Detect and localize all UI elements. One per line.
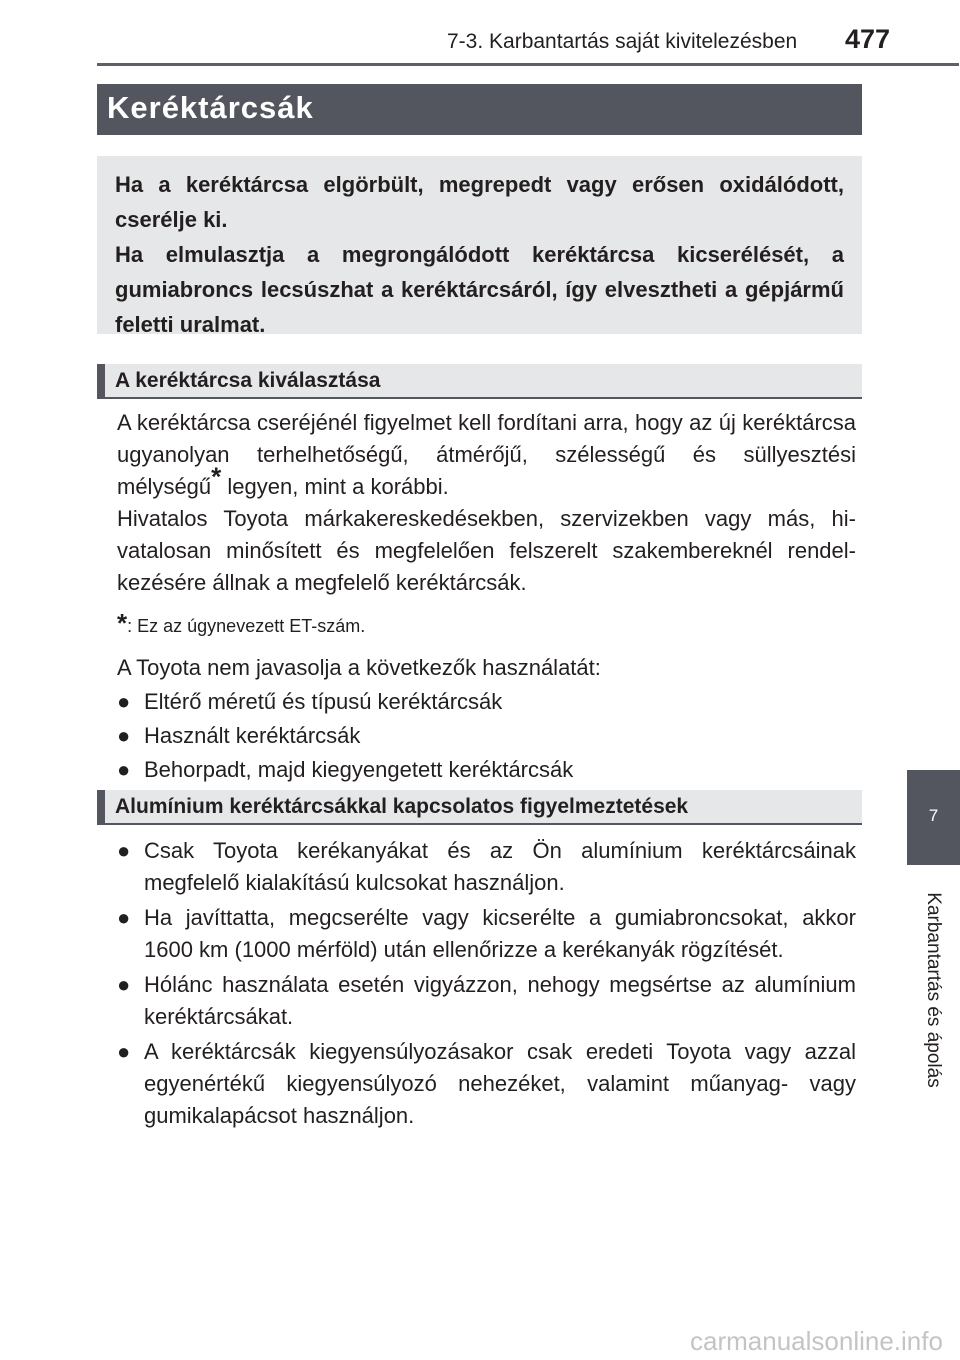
- footnote: [117, 607, 856, 642]
- header-section-title: 7-3. Karbantartás saját kivitelezésben: [447, 30, 798, 53]
- bullet-icon: ●: [117, 838, 131, 863]
- bullet-icon: ●: [117, 757, 131, 782]
- bullet-icon: ●: [117, 972, 131, 997]
- section-heading-wheel-selection: A keréktárcsa kiválasztása: [97, 364, 862, 399]
- list-item-text: A keréktárcsák kiegyensúlyozásakor csak eredeti Toyota vagy azzal egyenértékű kiegyensúlyozó nehezéket, valamint műanyag- vagy gumikalapácsot használjon.: [144, 1039, 856, 1128]
- list-item: [117, 1036, 856, 1132]
- list-item: [117, 969, 856, 1033]
- footnote-text: : Ez az úgynevezett ET-szám.: [127, 616, 366, 636]
- bullet-icon: ●: [117, 1039, 131, 1064]
- page-title: Keréktárcsák: [97, 84, 862, 135]
- list-item-text: Használt keréktárcsák: [144, 723, 361, 748]
- list-item-text: Hólánc használata esetén vigyázzon, nehogy megsértse az alumínium keréktárcsákat.: [144, 972, 856, 1029]
- paragraph-selection: [117, 407, 856, 503]
- header-divider: [97, 63, 959, 66]
- bullet-icon: ●: [117, 905, 131, 930]
- list-item-text: Ha javíttatta, megcserélte vagy kicserélte a gumiabroncsokat, akkor 1600 km (1000 mérföld) után ellenőrizze a kerékanyák rögzítését.: [144, 905, 856, 962]
- section-heading-aluminium-warnings: Alumínium keréktárcsákkal kapcsolatos figyelmeztetések: [97, 790, 862, 825]
- list-item-text: Csak Toyota kerékanyákat és az Ön alumínium keréktárcsáinak megfelelő kialakítású kulcsokat használjon.: [144, 838, 856, 895]
- list-item: [117, 686, 856, 718]
- list-item: [117, 902, 856, 966]
- chapter-tab: 7: [907, 770, 960, 865]
- asterisk-marker: *: [211, 461, 222, 492]
- section2-body: [117, 835, 856, 1132]
- footnote-asterisk: *: [117, 608, 128, 638]
- paragraph-selection-end: legyen, mint a korábbi.: [221, 474, 449, 499]
- warning-box: [97, 156, 862, 337]
- warning-text-1: Ha a keréktárcsa elgörbült, megrepedt vagy erősen oxidálódott, cserélje ki.: [115, 172, 844, 232]
- page-number: 477: [845, 24, 891, 54]
- paragraph-dealers: Hivatalos Toyota márkakereskedésekben, szervizekben vagy más, hivatalosan minősített és megfelelően felszerelt szakembereknél rendelkezésére állnak a megfelelő keréktárcsák.: [117, 506, 856, 595]
- paragraph-selection-text: A keréktárcsa cseréjénél figyelmet kell fordítani arra, hogy az új keréktárcsa ugyanolyan terhelhetőségű, átmérőjű, szélességű és süllyesztési mélységű: [117, 410, 856, 499]
- chapter-label: Karbantartás és ápolás: [923, 892, 944, 1088]
- bullet-icon: ●: [117, 723, 131, 748]
- list-item-text: Behorpadt, majd kiegyengetett keréktárcsák: [144, 757, 574, 782]
- not-recommended-intro: A Toyota nem javasolja a következők használatát:: [117, 655, 601, 680]
- bullet-icon: ●: [117, 689, 131, 714]
- warning-text-2: Ha elmulasztja a megrongálódott keréktárcsa kicserélését, a gumiabroncs lecsúszhat a keréktárcsáról, így elvesztheti a gépjármű feletti uralmat.: [115, 242, 844, 337]
- list-item: [117, 835, 856, 899]
- list-item: [117, 754, 856, 786]
- watermark: carmanualsonline.info: [690, 1326, 943, 1356]
- list-item-text: Eltérő méretű és típusú keréktárcsák: [144, 689, 503, 714]
- list-item: [117, 720, 856, 752]
- section1-body: [117, 407, 856, 786]
